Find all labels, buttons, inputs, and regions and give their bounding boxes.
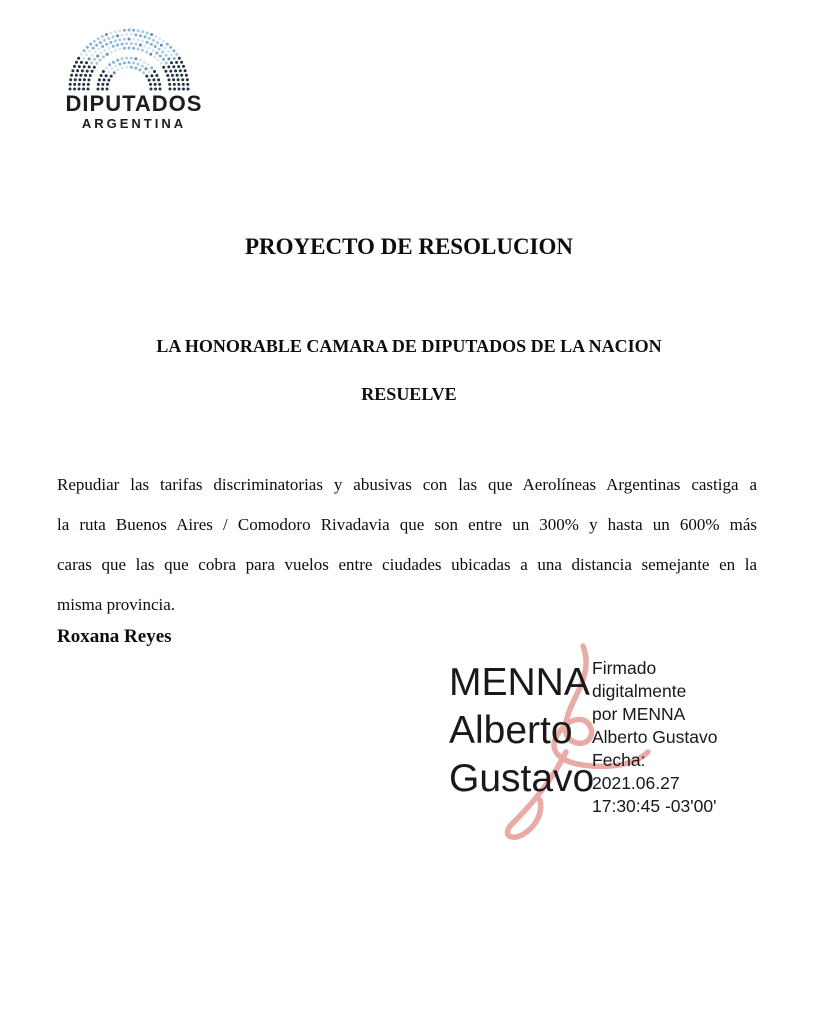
signer-name-line: Gustavo — [449, 757, 595, 800]
logo-subtitle: ARGENTINA — [81, 116, 187, 131]
signature-detail-line: 17:30:45 -03'00' — [592, 796, 717, 816]
signature-detail-line: Firmado — [592, 658, 657, 678]
body-text-line: Repudiar las tarifas discriminatorias y abusivas con las que Aerolíneas Argentinas castiga a — [57, 475, 757, 494]
document-title: PROYECTO DE RESOLUCION — [244, 234, 574, 259]
hemicycle-dots-icon — [58, 26, 210, 92]
signature-detail-line: 2021.06.27 — [592, 773, 680, 793]
signer-name-line: Alberto — [449, 709, 573, 752]
document-heading: LA HONORABLE CAMARA DE DIPUTADOS DE LA NACION — [156, 336, 662, 356]
signature-details — [592, 657, 717, 818]
logo-title: DIPUTADOS — [65, 91, 203, 116]
resolution-body — [57, 465, 757, 625]
diputados-logo — [58, 26, 210, 131]
body-text-line: caras que las que cobra para vuelos entre ciudades ubicadas a una distancia semejante en la — [57, 555, 757, 574]
body-text-line: misma provincia. — [57, 595, 176, 614]
body-text-line: la ruta Buenos Aires / Comodoro Rivadavia que son entre un 300% y hasta un 600% más — [57, 515, 757, 534]
signer-name-line: MENNA — [449, 661, 590, 704]
author-name: Roxana Reyes — [57, 626, 172, 647]
document-subheading: RESUELVE — [361, 384, 457, 404]
signature-detail-line: por MENNA — [592, 704, 686, 724]
signer-name — [449, 659, 594, 803]
digital-signature-stamp[interactable] — [440, 635, 750, 850]
signature-detail-line: digitalmente — [592, 681, 687, 701]
signature-detail-line: Fecha: — [592, 750, 646, 770]
signature-detail-line: Alberto Gustavo — [592, 727, 718, 747]
